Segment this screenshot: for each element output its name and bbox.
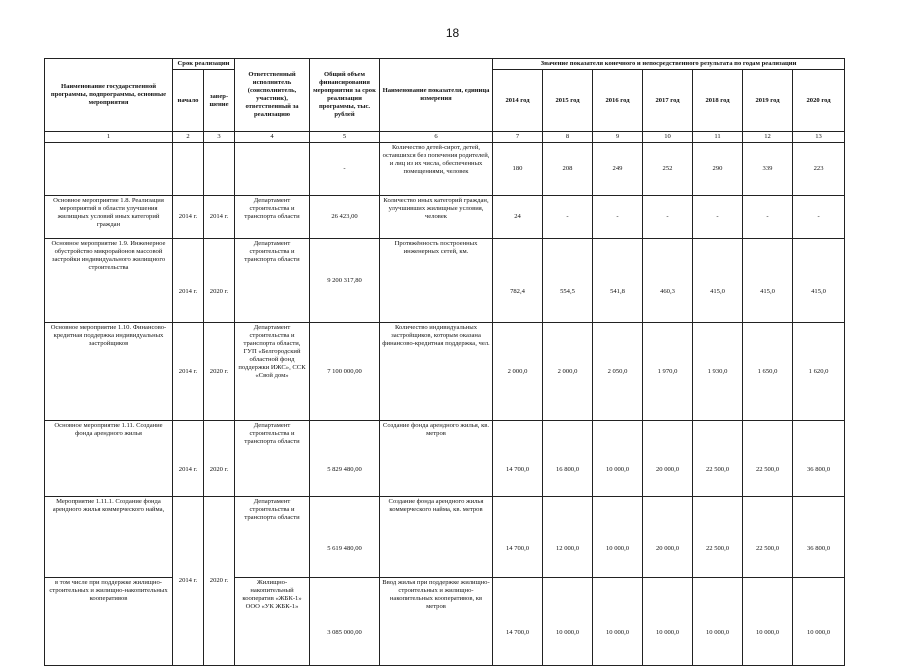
row-value: 1 650,0 [743,323,793,421]
row-value: 22 500,0 [743,421,793,497]
row-executor: Департамент строительства и транспорта области [235,239,310,323]
row-end-merged: 2020 г. [204,497,235,666]
row-value: 10 000,0 [793,578,845,666]
row-value: 16 800,0 [543,421,593,497]
row-value: 554,5 [543,239,593,323]
row-start-merged: 2014 г. [173,497,204,666]
header-program-name: Наименование государственной программы, подпрограммы, основные мероприятия [45,59,173,132]
row-value: 249 [593,143,643,196]
row-value: 223 [793,143,845,196]
row-value: 541,8 [593,239,643,323]
column-number: 1 [45,132,173,143]
row-value: 24 [493,196,543,239]
row-value: 10 000,0 [693,578,743,666]
row-value: 208 [543,143,593,196]
row-end: 2020 г. [204,239,235,323]
header-start: начало [173,70,204,132]
row-value: 10 000,0 [643,578,693,666]
row-indicator: Создание фонда арендного жилья коммерческого найма, кв. метров [380,497,493,578]
row-executor: Департамент строительства и транспорта области, ГУП «Белгородский областной фонд поддержки ИЖС», ССК «Свой дом» [235,323,310,421]
row-value: 10 000,0 [593,421,643,497]
row-indicator: Количество индивидуальных застройщиков, которым оказана финансово-кредитная поддержка, чел. [380,323,493,421]
row-indicator: Протяжённость построенных инженерных сетей, км. [380,239,493,323]
row-executor: Департамент строительства и транспорта области [235,497,310,578]
row-value: 10 000,0 [543,578,593,666]
column-number: 6 [380,132,493,143]
row-executor: Департамент строительства и транспорта области [235,421,310,497]
row-executor [235,143,310,196]
column-number: 3 [204,132,235,143]
row-value: 415,0 [793,239,845,323]
header-year-2015: 2015 год [543,70,593,132]
row-funding: - [310,143,380,196]
column-number: 10 [643,132,693,143]
column-number: 8 [543,132,593,143]
row-value: - [793,196,845,239]
table-row [45,143,845,196]
row-value: 36 800,0 [793,497,845,578]
row-start [173,143,204,196]
header-year-2018: 2018 год [693,70,743,132]
row-value: - [593,196,643,239]
row-value: - [643,196,693,239]
row-funding: 9 200 317,80 [310,239,380,323]
row-value: 22 500,0 [693,421,743,497]
header-period: Срок реализации [173,59,235,70]
row-start: 2014 г. [173,421,204,497]
row-funding: 26 423,00 [310,196,380,239]
column-number: 11 [693,132,743,143]
header-year-2019: 2019 год [743,70,793,132]
row-value: 339 [743,143,793,196]
row-value: 2 050,0 [593,323,643,421]
row-value: 14 700,0 [493,497,543,578]
header-indicator: Наименование показателя, единица измерения [380,59,493,132]
table-row [45,239,845,323]
header-year-2016: 2016 год [593,70,643,132]
row-value: 1 620,0 [793,323,845,421]
row-value: 415,0 [743,239,793,323]
table-row [45,196,845,239]
row-indicator: Количество иных категорий граждан, улучшивших жилищные условия, человек [380,196,493,239]
row-value: 180 [493,143,543,196]
row-funding: 3 085 000,00 [310,578,380,666]
header-values-title: Значение показателя конечного и непосредственного результата по годам реализации [493,59,845,70]
column-number: 2 [173,132,204,143]
row-value: 20 000,0 [643,421,693,497]
column-number: 7 [493,132,543,143]
row-value: - [543,196,593,239]
row-start: 2014 г. [173,323,204,421]
row-value: 14 700,0 [493,578,543,666]
column-number: 5 [310,132,380,143]
row-value: 36 800,0 [793,421,845,497]
header-year-2020: 2020 год [793,70,845,132]
row-name: Основное мероприятие 1.11. Создание фонда арендного жилья [45,421,173,497]
row-end [204,143,235,196]
row-executor: Жилищно-накопительный кооператив «ЖБК-1» ООО «УК ЖБК-1» [235,578,310,666]
column-number: 9 [593,132,643,143]
row-value: 1 970,0 [643,323,693,421]
header-executor: Ответственный исполнитель (соисполнитель, участник), ответственный за реализацию [235,59,310,132]
row-value: 415,0 [693,239,743,323]
table-row [45,578,845,666]
program-table [44,58,845,666]
row-value: 1 930,0 [693,323,743,421]
row-value: 252 [643,143,693,196]
header-end: завер-шение [204,70,235,132]
row-value: 14 700,0 [493,421,543,497]
row-value: - [743,196,793,239]
row-value: 10 000,0 [593,497,643,578]
row-funding: 5 619 480,00 [310,497,380,578]
row-end: 2014 г. [204,196,235,239]
row-value: 20 000,0 [643,497,693,578]
row-value: 22 500,0 [693,497,743,578]
header-year-2014: 2014 год [493,70,543,132]
row-end: 2020 г. [204,421,235,497]
header-year-2017: 2017 год [643,70,693,132]
row-name: Основное мероприятие 1.8. Реализация мероприятий в области улучшения жилищных условий иных категорий граждан [45,196,173,239]
table-row [45,497,845,578]
row-name [45,143,173,196]
row-value: 2 000,0 [493,323,543,421]
row-end: 2020 г. [204,323,235,421]
row-value: - [693,196,743,239]
row-executor: Департамент строительства и транспорта области [235,196,310,239]
row-value: 460,3 [643,239,693,323]
row-funding: 5 829 480,00 [310,421,380,497]
column-number: 13 [793,132,845,143]
row-name: Мероприятие 1.11.1. Создание фонда арендного жилья коммерческого найма, [45,497,173,578]
column-number: 4 [235,132,310,143]
row-name: в том числе при поддержке жилищно-строительных и жилищно-накопительных кооперативов [45,578,173,666]
row-start: 2014 г. [173,239,204,323]
row-value: 290 [693,143,743,196]
row-value: 2 000,0 [543,323,593,421]
page-number: 18 [445,26,460,40]
header-funding: Общий объем финансирования мероприятия за срок реализации программы, тыс. рублей [310,59,380,132]
row-name: Основное мероприятие 1.10. Финансово-кредитная поддержка индивидуальных застройщиков [45,323,173,421]
row-name: Основное мероприятие 1.9. Инженерное обустройство микрорайонов массовой застройки индивидуального жилищного строительства [45,239,173,323]
table-row [45,323,845,421]
column-number: 12 [743,132,793,143]
row-value: 782,4 [493,239,543,323]
row-value: 10 000,0 [593,578,643,666]
row-value: 10 000,0 [743,578,793,666]
row-value: 12 000,0 [543,497,593,578]
table-row [45,421,845,497]
row-value: 22 500,0 [743,497,793,578]
row-indicator: Создание фонда арендного жилья, кв. метров [380,421,493,497]
row-indicator: Количество детей-сирот, детей, оставшихся без попечения родителей, и лиц из их числа, обеспеченных помещениями, человек [380,143,493,196]
row-funding: 7 100 000,00 [310,323,380,421]
row-start: 2014 г. [173,196,204,239]
row-indicator: Ввод жилья при поддержке жилищно-строительных и жилищно-накопительных кооперативов, кв метров [380,578,493,666]
column-number-row [45,132,845,143]
